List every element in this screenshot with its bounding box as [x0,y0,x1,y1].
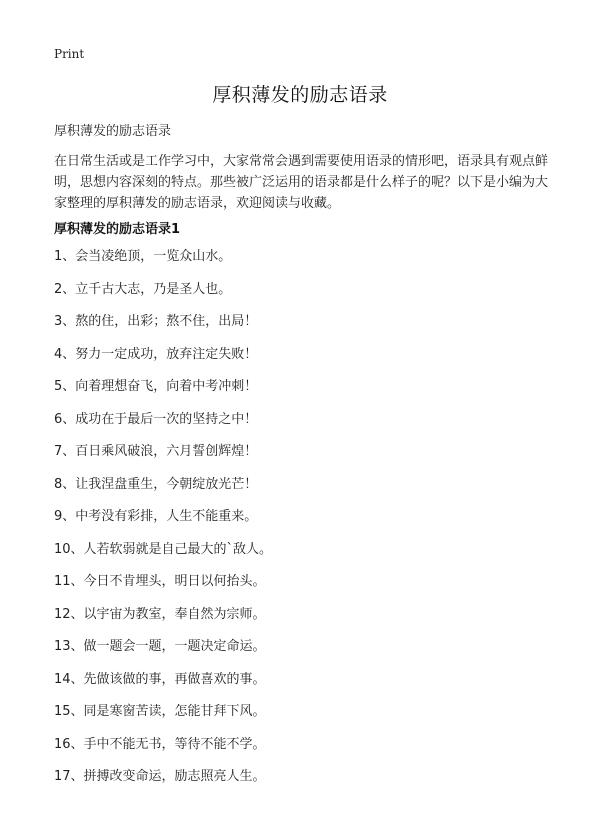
intro-paragraph: 在日常生活或是工作学习中，大家常常会遇到需要使用语录的情形吧，语录具有观点鲜明，思想内容深刻的特点。那些被广泛运用的语录都是什么样子的呢？以下是小编为大家整理的厚积薄发的励志语录，欢迎阅读与收藏。 [54,154,549,211]
quote-item: 6、成功在于最后一次的坚持之中！ [54,411,258,427]
quote-list [54,247,574,800]
quote-item: 14、先做该做的事，再做喜欢的事。 [54,671,266,687]
section-heading: 厚积薄发的励志语录1 [54,222,181,237]
quote-item: 1、会当凌绝顶，一览众山水。 [54,249,232,264]
quote-item: 9、中考没有彩排，人生不能重来。 [54,509,258,524]
quote-item: 5、向着理想奋飞，向着中考冲刺！ [54,379,258,394]
quote-item: 10、人若软弱就是自己最大的`敌人。 [54,541,273,557]
quote-item: 7、百日乘风破浪，六月誓创辉煌！ [54,444,258,459]
subtitle: 厚积薄发的励志语录 [54,124,172,139]
quote-item: 8、让我涅盘重生，今朝绽放光芒！ [54,476,258,492]
quote-item: 16、手中不能无书，等待不能不学。 [54,736,266,752]
quote-item: 4、努力一定成功，放弃注定失败！ [54,346,258,362]
page-title: 厚积薄发的励志语录 [212,84,388,106]
quote-item: 3、熬的住，出彩；熬不住，出局！ [54,314,258,329]
quote-item: 13、做一题会一题，一题决定命运。 [54,639,266,654]
quote-item: 12、以宇宙为教室，奉自然为宗师。 [54,606,266,622]
quote-item: 11、今日不肯埋头，明日以何抬头。 [54,574,266,589]
quote-item: 17、拼搏改变命运，励志照亮人生。 [54,769,266,784]
quote-item: 2、立千古大志，乃是圣人也。 [54,281,232,297]
print-link[interactable]: Print [54,47,85,61]
quote-item: 15、同是寒窗苦读，怎能甘拜下风。 [54,704,266,719]
